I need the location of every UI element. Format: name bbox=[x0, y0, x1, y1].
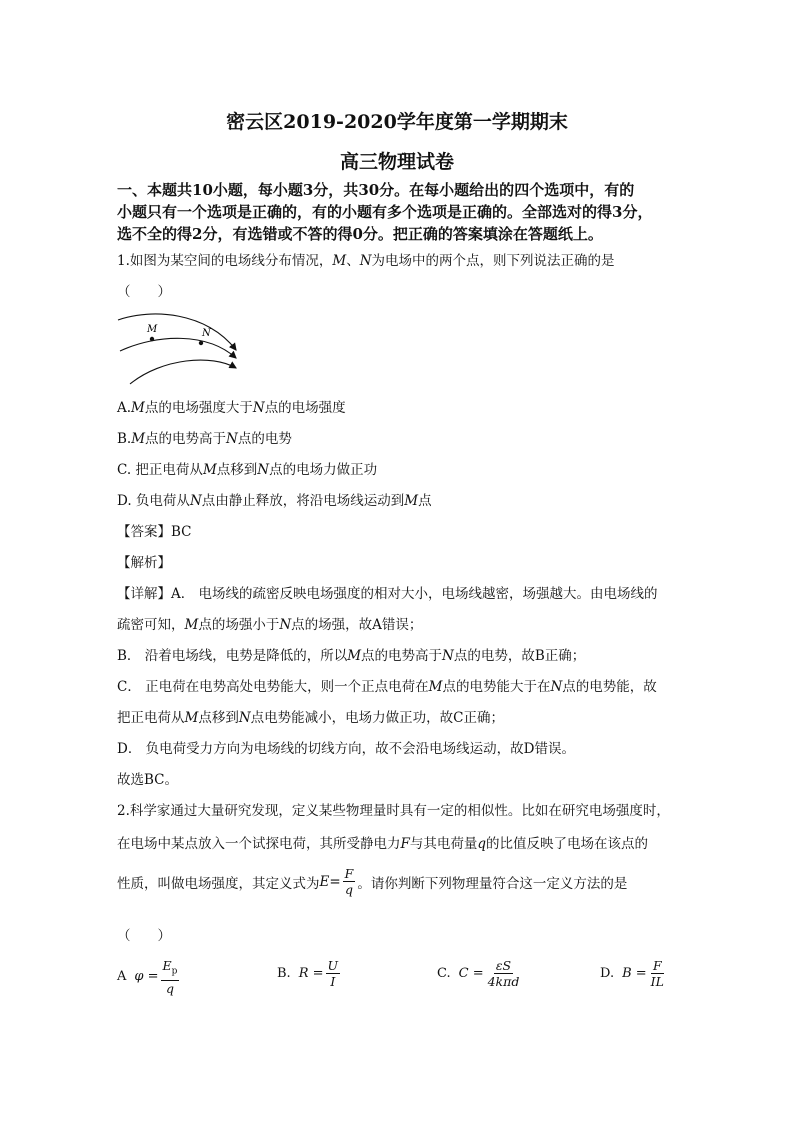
q1-option-d-mid: 点由静止释放，将沿电场线运动到 bbox=[201, 493, 405, 509]
detail5-b: 点移到 bbox=[198, 710, 239, 726]
q1-option-c-N: N bbox=[257, 462, 270, 478]
q1-option-a-mid: 点的电场强度大于 bbox=[144, 400, 253, 416]
q2-line3-a: 性质，叫做电场强度，其定义式为 bbox=[117, 875, 320, 892]
point-N bbox=[199, 341, 203, 345]
q1-stem bbox=[117, 249, 615, 269]
detail2-M: M bbox=[184, 617, 199, 633]
q1-stem-M: M bbox=[332, 253, 347, 269]
option-lhs: φ = bbox=[134, 969, 159, 985]
point-M bbox=[150, 337, 154, 341]
q1-option-a-N: N bbox=[252, 400, 265, 416]
detail5-N: N bbox=[238, 710, 251, 726]
section-instructions-line3: 选不全的得2分，有选错或不答的得0分。把正确的答案填涂在答题纸上。 bbox=[117, 225, 603, 243]
q1-stem-sep: 、 bbox=[346, 253, 360, 269]
q1-stem-N: N bbox=[359, 253, 372, 269]
option-fraction bbox=[161, 958, 180, 996]
q1-option-c-mid: 点移到 bbox=[216, 462, 258, 478]
q2-option-a bbox=[117, 958, 181, 996]
q1-detail-line4 bbox=[117, 675, 657, 695]
option-label: D. bbox=[600, 966, 615, 981]
detail2-b: 点的场强小于 bbox=[198, 617, 280, 633]
option-numerator: U bbox=[327, 958, 339, 973]
q2-option-c bbox=[437, 958, 523, 989]
q2-q: q bbox=[477, 836, 487, 852]
q2-paren: （ ） bbox=[117, 928, 171, 944]
detail4-N: N bbox=[550, 679, 563, 695]
option-denominator: IL bbox=[650, 974, 664, 989]
q1-option-a-label: A. bbox=[117, 400, 132, 416]
q1-detail-line6: D． 负电荷受力方向为电场线的切线方向，故不会沿电场线运动，故D错误。 bbox=[117, 741, 575, 757]
q1-detail-line3 bbox=[117, 644, 585, 664]
option-fraction bbox=[649, 958, 666, 989]
q1-stem-text-a: 1.如图为某空间的电场线分布情况， bbox=[117, 253, 333, 269]
q1-option-b-mid: 点的电势高于 bbox=[145, 431, 227, 447]
q2-option-b bbox=[277, 958, 342, 989]
fraction-denominator: q bbox=[345, 882, 354, 897]
detail4-b: 点的电势能大于在 bbox=[442, 679, 551, 695]
detail3-a: B． 沿着电场线，电势是降低的，所以 bbox=[117, 648, 348, 664]
detail2-a: 疏密可知， bbox=[117, 617, 185, 633]
q1-option-c bbox=[117, 458, 377, 478]
q1-option-a bbox=[117, 396, 346, 416]
label-M: M bbox=[147, 324, 158, 335]
q1-option-d-N: N bbox=[189, 493, 202, 509]
q2-definition-fraction bbox=[343, 866, 356, 897]
q1-paren: （ ） bbox=[117, 284, 171, 300]
field-line-middle bbox=[120, 338, 236, 358]
detail4-M: M bbox=[428, 679, 443, 695]
option-label: C. bbox=[437, 966, 451, 981]
exam-title: 密云区2019-2020学年度第一学期期末 bbox=[226, 111, 568, 133]
q1-option-a-post: 点的电场强度 bbox=[264, 400, 346, 416]
fraction-numerator: F bbox=[344, 866, 354, 881]
q1-conclusion: 故选BC。 bbox=[117, 772, 179, 788]
section-instructions-line2: 小题只有一个选项是正确的，有的小题有多个选项是正确的。全部选对的得3分， bbox=[117, 203, 653, 221]
section-instructions-line1: 一、本题共10小题，每小题3分，共30分。在每小题给出的四个选项中，有的 bbox=[117, 181, 635, 199]
q1-option-b-N: N bbox=[226, 431, 238, 447]
q1-option-c-label: C. 把正电荷从 bbox=[117, 462, 203, 478]
q2-E-eq: E= bbox=[319, 873, 341, 890]
q1-detail-line2 bbox=[117, 613, 422, 633]
q1-detail-line5 bbox=[117, 706, 504, 726]
q1-option-a-M: M bbox=[131, 400, 145, 416]
option-label: B. bbox=[277, 966, 291, 981]
q1-option-c-post: 点的电场力做正功 bbox=[269, 462, 378, 478]
option-denominator: q bbox=[165, 980, 174, 996]
q2-option-d bbox=[600, 958, 668, 989]
electric-field-lines-figure bbox=[112, 306, 252, 386]
q1-option-b-M: M bbox=[131, 431, 146, 447]
option-denominator: 4kπd bbox=[487, 974, 520, 989]
option-lhs: B = bbox=[622, 966, 647, 981]
detail3-c: 点的电势，故B正确； bbox=[453, 648, 586, 664]
q1-option-b-post: 点的电势 bbox=[237, 431, 292, 447]
detail3-N: N bbox=[442, 648, 454, 664]
option-denominator: I bbox=[330, 974, 336, 989]
option-numerator: εS bbox=[495, 958, 512, 973]
field-line-bottom bbox=[130, 360, 236, 384]
q1-analysis-tag: 【解析】 bbox=[117, 555, 171, 571]
option-numerator: F bbox=[652, 958, 662, 973]
exam-subtitle: 高三物理试卷 bbox=[339, 151, 454, 173]
option-fraction bbox=[486, 958, 522, 989]
q1-option-c-M: M bbox=[202, 462, 217, 478]
option-label: A bbox=[117, 969, 127, 985]
option-numerator-sub: p bbox=[171, 966, 178, 977]
q1-option-b-label: B. bbox=[117, 431, 132, 447]
q2-line3 bbox=[117, 866, 627, 897]
option-numerator: E bbox=[162, 958, 172, 973]
detail3-b: 点的电势高于 bbox=[361, 648, 443, 664]
q1-option-b bbox=[117, 427, 292, 447]
detail4-c: 点的电势能，故 bbox=[562, 679, 657, 695]
q1-option-d-label: D. 负电荷从 bbox=[117, 493, 190, 509]
q1-option-d-M: M bbox=[404, 493, 419, 509]
q2-line2-c: 的比值反映了电场在该点的 bbox=[486, 836, 649, 852]
detail3-M: M bbox=[347, 648, 362, 664]
q1-option-d bbox=[117, 489, 432, 509]
q2-line3-b: 。请你判断下列物理量符合这一定义方法的是 bbox=[357, 875, 628, 892]
detail5-a: 把正电荷从 bbox=[117, 710, 185, 726]
q2-line1: 2.科学家通过大量研究发现，定义某些物理量时具有一定的相似性。比如在研究电场强度时， bbox=[117, 803, 670, 819]
q1-answer bbox=[117, 520, 192, 540]
label-N: N bbox=[202, 328, 211, 339]
q2-line2 bbox=[117, 832, 648, 852]
q2-line2-a: 在电场中某点放入一个试探电荷，其所受静电力 bbox=[117, 836, 401, 852]
detail2-N: N bbox=[279, 617, 292, 633]
detail4-a: C． 正电荷在电势高处电势能大，则一个正点电荷在 bbox=[117, 679, 429, 695]
q2-line2-b: 与其电荷量 bbox=[409, 836, 478, 852]
option-lhs: C = bbox=[458, 966, 484, 981]
q1-detail-line1: 【详解】A． 电场线的疏密反映电场强度的相对大小，电场线越密，场强越大。由电场线的 bbox=[117, 586, 658, 602]
option-lhs: R = bbox=[298, 966, 324, 981]
detail5-M: M bbox=[184, 710, 199, 726]
detail5-c: 点电势能减小，电场力做正功，故C正确； bbox=[250, 710, 504, 726]
option-fraction bbox=[326, 958, 341, 989]
q2-F: F bbox=[400, 836, 410, 852]
detail2-c: 点的场强，故A错误； bbox=[291, 617, 423, 633]
q1-stem-text-b: 为电场中的两个点，则下列说法正确的是 bbox=[371, 253, 615, 269]
answer-tag: 【答案】 bbox=[117, 524, 171, 540]
answer-value: BC bbox=[171, 524, 192, 540]
q1-option-d-post: 点 bbox=[418, 493, 432, 509]
